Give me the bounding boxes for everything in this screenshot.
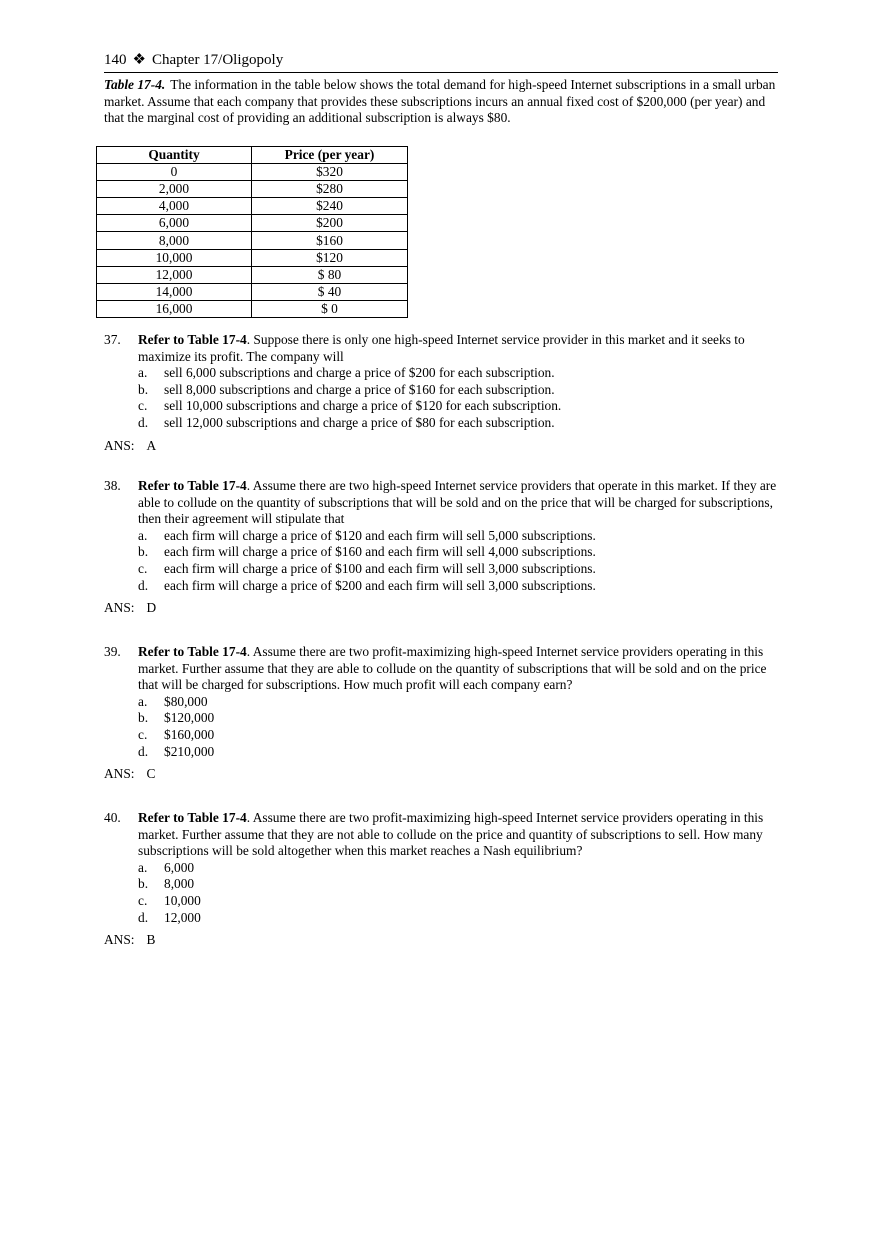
page-header: [104, 50, 778, 73]
option-a: [138, 528, 778, 545]
question-39: [104, 644, 778, 783]
answer-label: ANS:: [104, 932, 135, 948]
option-letter: a.: [138, 365, 148, 381]
option-text: 12,000: [164, 909, 201, 925]
option-text: sell 8,000 subscriptions and charge a price of $160 for each subscription.: [164, 381, 555, 397]
option-b: [138, 544, 778, 561]
option-text: sell 12,000 subscriptions and charge a price of $80 for each subscription.: [164, 414, 555, 430]
table-reference: Refer to Table 17-4: [138, 332, 247, 347]
option-letter: a.: [138, 859, 148, 875]
option-text: $210,000: [164, 743, 215, 759]
table-intro: [104, 77, 778, 127]
quantity-cell: 10,000: [97, 249, 252, 266]
answer-key: B: [146, 932, 156, 948]
price-cell: $ 0: [252, 300, 408, 317]
option-list: [138, 528, 778, 594]
option-letter: d.: [138, 577, 149, 593]
table-reference: Refer to Table 17-4: [138, 478, 247, 493]
option-text: $120,000: [164, 710, 215, 726]
table-row: [97, 164, 408, 181]
quantity-cell: 12,000: [97, 266, 252, 283]
option-letter: b.: [138, 381, 149, 397]
option-letter: b.: [138, 710, 149, 726]
option-text: each firm will charge a price of $120 and each firm will sell 5,000 subscriptions.: [164, 527, 596, 543]
option-list: [138, 860, 778, 926]
table-reference: Refer to Table 17-4: [138, 810, 247, 825]
price-cell: $160: [252, 232, 408, 249]
option-letter: d.: [138, 909, 149, 925]
column-header-quantity: Quantity: [97, 147, 252, 164]
option-d: [138, 910, 778, 927]
page-number: 140: [104, 52, 127, 68]
question-text: . Assume there are two profit-maximizing high-speed Internet service providers operating in this market. Further assume that they are able to collude on the quantity of subscriptions that will be sold and on the price that will be charged for subscriptions. How much profit will each company earn?: [138, 644, 767, 693]
document-page: [104, 50, 778, 948]
price-cell: $200: [252, 215, 408, 232]
option-c: [138, 398, 778, 415]
table-row: [97, 232, 408, 249]
option-a: [138, 860, 778, 877]
question-stem: [138, 332, 778, 365]
question-38: [104, 478, 778, 617]
question-40: [104, 810, 778, 949]
option-letter: a.: [138, 527, 148, 543]
option-text: $160,000: [164, 726, 215, 742]
price-cell: $ 80: [252, 266, 408, 283]
option-letter: c.: [138, 560, 148, 576]
option-text: 6,000: [164, 859, 195, 875]
option-d: [138, 744, 778, 761]
option-text: sell 6,000 subscriptions and charge a price of $200 for each subscription.: [164, 365, 555, 381]
table-row: [97, 181, 408, 198]
question-stem: [138, 810, 778, 860]
chapter-title: Chapter 17/Oligopoly: [151, 52, 284, 68]
price-cell: $240: [252, 198, 408, 215]
option-b: [138, 382, 778, 399]
table-row: [97, 300, 408, 317]
option-c: [138, 727, 778, 744]
option-a: [138, 694, 778, 711]
quantity-cell: 6,000: [97, 215, 252, 232]
question-text: . Assume there are two high-speed Internet service providers that operate in this market. If they are able to collude on the quantity of subscriptions that will be sold and on the price that will be charged for subscriptions, then their agreement will stipulate that: [138, 478, 777, 527]
table-row: [97, 215, 408, 232]
option-text: $80,000: [164, 693, 208, 709]
column-header-price: Price (per year): [252, 147, 408, 164]
option-d: [138, 415, 778, 432]
option-b: [138, 710, 778, 727]
question-37: [104, 332, 778, 454]
answer-label: ANS:: [104, 766, 135, 782]
price-cell: $320: [252, 164, 408, 181]
answer-line: [104, 438, 778, 455]
option-text: each firm will charge a price of $160 and each firm will sell 4,000 subscriptions.: [164, 544, 596, 560]
quantity-cell: 16,000: [97, 300, 252, 317]
option-c: [138, 561, 778, 578]
price-cell: $280: [252, 181, 408, 198]
question-text: . Assume there are two profit-maximizing high-speed Internet service providers operating in this market. Further assume that they are not able to collude on the price and quantity of subscriptions to sell. How many subscriptions will be sold altogether when this market reaches a Nash equilibrium?: [138, 810, 764, 859]
question-number: 39.: [104, 644, 121, 659]
table-row: [97, 283, 408, 300]
answer-label: ANS:: [104, 600, 135, 616]
option-d: [138, 578, 778, 595]
option-letter: c.: [138, 892, 148, 908]
answer-line: [104, 766, 778, 783]
diamond-separator-icon: ❖: [132, 52, 146, 68]
price-cell: $ 40: [252, 283, 408, 300]
table-row: [97, 266, 408, 283]
option-text: 10,000: [164, 892, 201, 908]
answer-key: D: [146, 600, 157, 616]
quantity-cell: 2,000: [97, 181, 252, 198]
option-list: [138, 365, 778, 431]
option-text: sell 10,000 subscriptions and charge a price of $120 for each subscription.: [164, 398, 562, 414]
option-list: [138, 694, 778, 760]
option-text: each firm will charge a price of $200 and each firm will sell 3,000 subscriptions.: [164, 577, 596, 593]
table-row: [97, 198, 408, 215]
answer-line: [104, 932, 778, 949]
table-header-row: [97, 147, 408, 164]
option-c: [138, 893, 778, 910]
quantity-cell: 8,000: [97, 232, 252, 249]
answer-label: ANS:: [104, 437, 135, 453]
option-letter: d.: [138, 414, 149, 430]
demand-table: [96, 146, 408, 318]
option-b: [138, 876, 778, 893]
quantity-cell: 0: [97, 164, 252, 181]
option-letter: c.: [138, 726, 148, 742]
option-text: each firm will charge a price of $100 and each firm will sell 3,000 subscriptions.: [164, 560, 596, 576]
option-text: 8,000: [164, 876, 195, 892]
quantity-cell: 4,000: [97, 198, 252, 215]
question-text: . Suppose there is only one high-speed Internet service provider in this market and it seeks to maximize its profit. The company will: [138, 332, 745, 364]
answer-line: [104, 600, 778, 617]
answer-key: A: [146, 437, 157, 453]
table-reference: Refer to Table 17-4: [138, 644, 247, 659]
option-a: [138, 365, 778, 382]
table-row: [97, 249, 408, 266]
question-number: 37.: [104, 332, 121, 347]
price-cell: $120: [252, 249, 408, 266]
table-intro-text: The information in the table below shows the total demand for high-speed Internet subscriptions in a small urban market. Assume that each company that provides these subscriptions incurs an annual fixed cost of $200,000 (per year) and that the marginal cost of providing an additional subscription is always $80.: [104, 77, 776, 126]
question-number: 40.: [104, 810, 121, 825]
option-letter: a.: [138, 693, 148, 709]
question-stem: [138, 478, 778, 528]
option-letter: b.: [138, 876, 149, 892]
question-number: 38.: [104, 478, 121, 493]
answer-key: C: [146, 766, 156, 782]
question-stem: [138, 644, 778, 694]
option-letter: b.: [138, 544, 149, 560]
table-label: Table 17-4.: [104, 77, 166, 92]
option-letter: c.: [138, 398, 148, 414]
quantity-cell: 14,000: [97, 283, 252, 300]
option-letter: d.: [138, 743, 149, 759]
